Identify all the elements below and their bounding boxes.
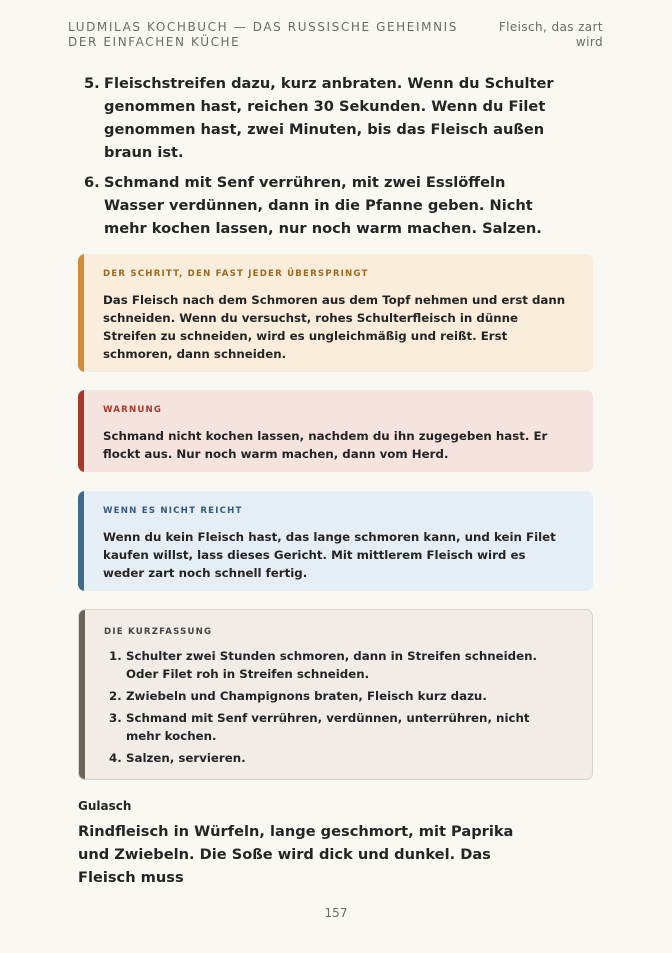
section-intro: Rindfleisch in Würfeln, lange geschmort, mit Paprika und Zwiebeln. Die Soße wird dick und dunkel. Das Fleisch muss [78, 823, 514, 886]
book-title: LUDMILAS KOCHBUCH — DAS RUSSISCHE GEHEIMNIS DER EINFACHEN KÜCHE [68, 20, 459, 49]
callout-accent-bar [79, 610, 85, 779]
summary-number: 1. [109, 649, 122, 663]
summary-number: 4. [109, 751, 122, 765]
summary-list [104, 647, 568, 767]
step-text: Schmand mit Senf verrühren, mit zwei Esslöffeln Wasser verdünnen, dann in die Pfanne geben. Nicht mehr kochen lassen, nur noch warm machen. Salzen. [104, 174, 542, 237]
chapter-title: Fleisch, das zart wird [498, 20, 603, 49]
callout-accent-bar [78, 491, 84, 591]
summary-callout [78, 609, 593, 780]
callout-body: Schmand nicht kochen lassen, nachdem du ihn zugegeben hast. Er flockt aus. Nur noch warm machen, dann vom Herd. [103, 429, 548, 461]
summary-text: Schulter zwei Stunden schmoren, dann in Streifen schneiden. Oder Filet roh in Streifen schneiden. [126, 649, 537, 681]
step-text: Fleischstreifen dazu, kurz anbraten. Wenn du Schulter genommen hast, reichen 30 Sekunden. Wenn du Filet genommen hast, zwei Minuten, bis das Fleisch außen braun ist. [104, 75, 554, 161]
summary-text: Salzen, servieren. [126, 751, 246, 765]
summary-item [104, 749, 568, 767]
tip-callout [78, 254, 593, 372]
callout-label: WENN ES NICHT REICHT [103, 506, 243, 516]
callout-label: WARNUNG [103, 405, 163, 415]
step-item [84, 171, 564, 240]
step-number: 6. [84, 174, 100, 191]
info-callout [78, 491, 593, 591]
summary-text: Schmand mit Senf verrühren, verdünnen, unterrühren, nicht mehr kochen. [126, 711, 530, 743]
summary-item [104, 709, 568, 745]
callout-label: DIE KURZFASSUNG [104, 627, 213, 637]
callout-accent-bar [78, 390, 84, 472]
step-item [84, 72, 564, 164]
summary-item [104, 687, 568, 705]
running-header [68, 20, 603, 50]
callout-label: DER SCHRITT, DEN FAST JEDER ÜBERSPRINGT [103, 269, 369, 279]
summary-number: 3. [109, 711, 122, 725]
step-number: 5. [84, 75, 100, 92]
summary-item [104, 647, 568, 683]
page-number: 157 [324, 906, 348, 920]
summary-text: Zwiebeln und Champignons braten, Fleisch kurz dazu. [126, 689, 487, 703]
callout-body: Wenn du kein Fleisch hast, das lange schmoren kann, und kein Filet kaufen willst, lass dieses Gericht. Mit mittlerem Fleisch wird es weder zart noch schnell fertig. [103, 530, 556, 580]
recipe-steps [84, 72, 564, 247]
summary-number: 2. [109, 689, 122, 703]
callout-body: Das Fleisch nach dem Schmoren aus dem Topf nehmen und erst dann schneiden. Wenn du versuchst, rohes Schulterfleisch in dünne Streifen zu schneiden, wird es ungleichmäßig und reißt. Erst schmoren, dann schneiden. [103, 293, 566, 361]
section-heading: Gulasch [78, 799, 132, 813]
callout-accent-bar [78, 254, 84, 372]
warning-callout [78, 390, 593, 472]
